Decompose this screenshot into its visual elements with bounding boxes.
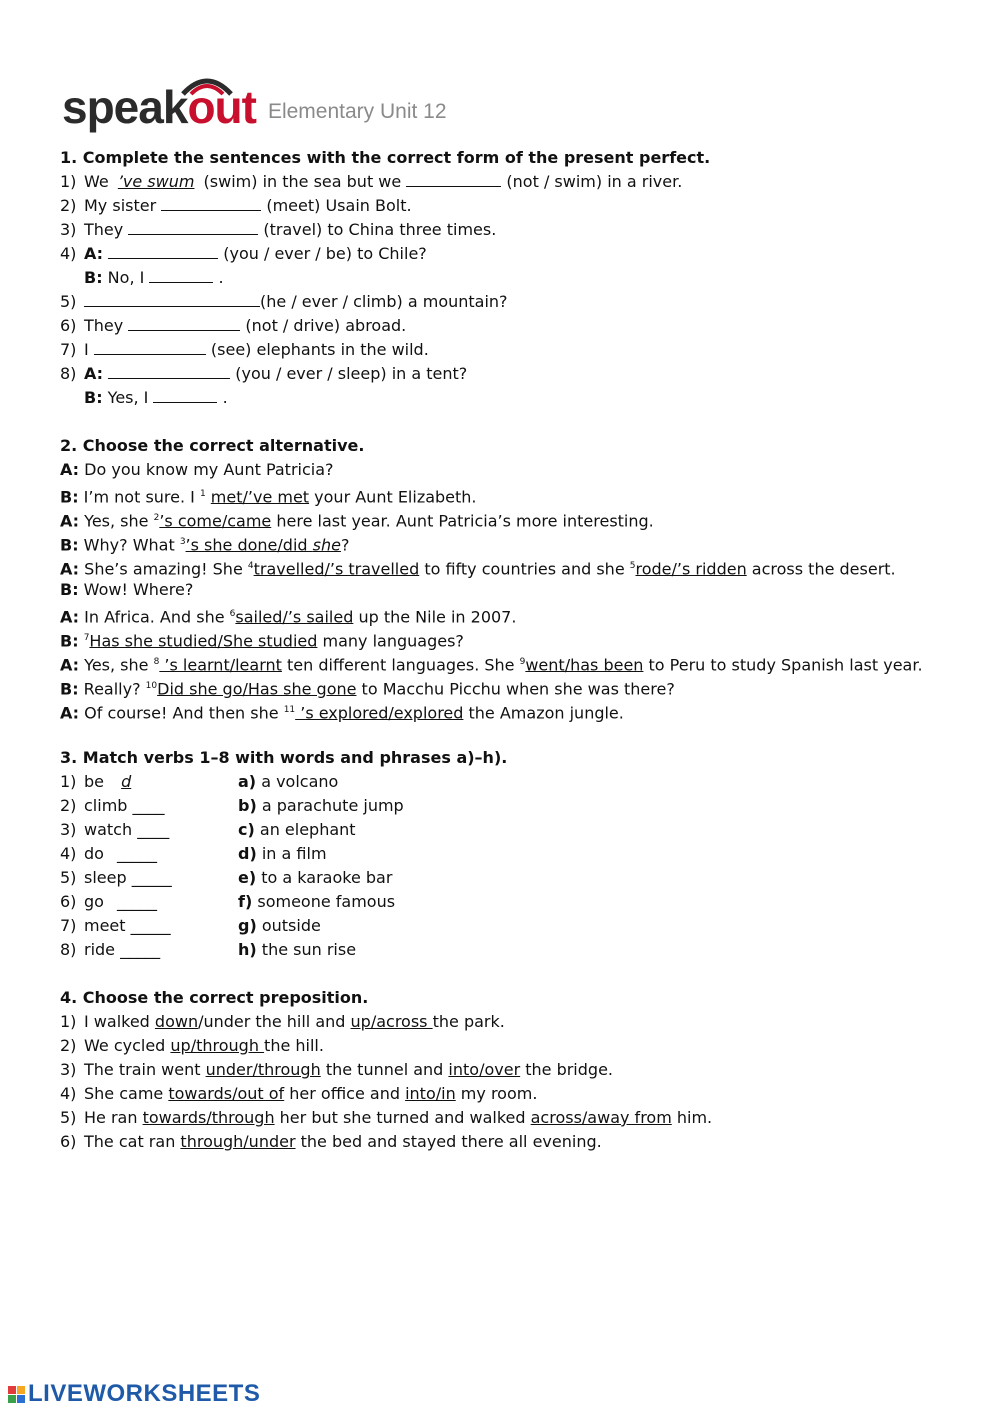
section3-title: 3. Match verbs 1–8 with words and phrases a)–h). (60, 748, 508, 767)
match-row-5: 5) sleep _____ e) to a karaoke bar (60, 868, 393, 887)
choice-option[interactable]: Did she go/Has she gone (157, 679, 357, 699)
s1-item-6: 6) They (not / drive) abroad. (60, 316, 407, 335)
s4-item-3: 3) The train went under/through the tunnel and into/over the bridge. (60, 1060, 613, 1079)
answer-example: ’ve swum (117, 172, 195, 191)
match-row-2: 2) climb ____ b) a parachute jump (60, 796, 404, 815)
match-row-4: 4) do _____ d) in a film (60, 844, 327, 863)
s2-line-10: B: Really? $^{10}$Did she go/Has she gone to Macchu Picchu when she was there? (60, 679, 675, 699)
choice-option[interactable]: into/in (405, 1084, 456, 1103)
s1-item-1: 1) We ’ve swum (swim) in the sea but we (not / swim) in a river. (60, 172, 683, 191)
match-row-1: 1) be d a) a volcano (60, 772, 339, 791)
page-subtitle: Elementary Unit 12 (267, 100, 447, 123)
s4-item-1: 1) I walked down/under the hill and up/across the park. (60, 1012, 505, 1031)
choice-option[interactable]: ’s come/came (159, 511, 272, 531)
s2-line-4: B: Why? What $^3$’s she done/did she? (60, 535, 350, 555)
section4-title: 4. Choose the correct preposition. (60, 988, 369, 1007)
s1-item-8b: B: Yes, I . (84, 388, 228, 407)
answer-blank[interactable]: _____ (130, 916, 171, 935)
section2-title: 2. Choose the correct alternative. (60, 436, 365, 455)
brand-text: LIVEWORKSHEETS (28, 1380, 261, 1407)
match-row-6: 6) go _____ f) someone famous (60, 892, 396, 911)
answer-blank[interactable] (94, 338, 206, 355)
s2-line-9: A: Yes, she $^8$ ’s learnt/learnt ten different languages. She $^9$went/has been to Peru to study Spanish last year. (60, 655, 923, 675)
s1-item-2: 2) My sister (meet) Usain Bolt. (60, 196, 412, 215)
s2-line-7: A: In Africa. And she $^6$sailed/’s sailed up the Nile in 2007. (60, 607, 517, 627)
s4-item-4: 4) She came towards/out of her office and into/in my room. (60, 1084, 538, 1103)
choice-option[interactable]: up/across (350, 1012, 433, 1031)
choice-option[interactable]: ’s learnt/learnt (159, 655, 282, 675)
speakout-logo (62, 81, 256, 133)
answer-blank[interactable]: _____ (117, 844, 158, 863)
s1-item-7: 7) I (see) elephants in the wild. (60, 340, 429, 359)
s4-item-5: 5) He ran towards/through her but she turned and walked across/away from him. (60, 1108, 713, 1127)
choice-option[interactable]: travelled/’s travelled (253, 559, 420, 579)
s2-line-1: A: Do you know my Aunt Patricia? (60, 460, 334, 479)
s1-item-3: 3) They (travel) to China three times. (60, 220, 497, 239)
s2-line-11: A: Of course! And then she $^{11}$ ’s explored/explored the Amazon jungle. (60, 703, 624, 723)
choice-option[interactable]: under/through (205, 1060, 321, 1079)
s2-line-5: A: She’s amazing! She $^4$travelled/’s travelled to fifty countries and she $^5$rode/’s ridden across the desert. (60, 559, 896, 579)
s2-line-8: B: $^7$Has she studied/She studied many languages? (60, 631, 464, 651)
choice-option[interactable]: through/under (180, 1132, 296, 1151)
choice-option[interactable]: towards/through (142, 1108, 275, 1127)
s1-item-4b: B: No, I . (84, 268, 224, 287)
choice-option[interactable]: Has she studied/She studied (89, 631, 318, 651)
answer-blank[interactable]: _____ (131, 868, 172, 887)
choice-option[interactable]: down (154, 1012, 199, 1031)
answer-blank[interactable] (153, 386, 217, 403)
match-row-3: 3) watch ____ c) an elephant (60, 820, 356, 839)
s1-item-5: 5) (he / ever / climb) a mountain? (60, 292, 508, 311)
answer-blank[interactable] (128, 218, 258, 235)
choice-option[interactable]: sailed/’s sailed (235, 607, 354, 627)
worksheet (60, 146, 960, 1154)
choice-option[interactable]: went/has been (525, 655, 644, 675)
answer-blank[interactable]: _____ (117, 892, 158, 911)
answer-example: d (121, 772, 132, 791)
s1-item-8: 8) A: (you / ever / sleep) in a tent? (60, 364, 468, 383)
s2-line-6: B: Wow! Where? (60, 580, 194, 599)
choice-option[interactable]: ’s explored/explored (295, 703, 464, 723)
choice-option[interactable]: ’s she done/did (185, 535, 313, 555)
answer-blank[interactable] (161, 194, 261, 211)
s4-item-2: 2) We cycled up/through the hill. (60, 1036, 324, 1055)
s2-line-3: A: Yes, she $^2$’s come/came here last year. Aunt Patricia’s more interesting. (60, 511, 654, 531)
answer-blank[interactable]: ____ (132, 796, 165, 815)
answer-blank[interactable]: ____ (137, 820, 170, 839)
s1-item-4: 4) A: (you / ever / be) to Chile? (60, 244, 427, 263)
choice-option[interactable]: across/away from (530, 1108, 672, 1127)
answer-blank[interactable] (128, 314, 240, 331)
header (62, 60, 447, 133)
answer-blank[interactable] (108, 242, 218, 259)
s4-item-6: 6) The cat ran through/under the bed and stayed there all evening. (60, 1132, 602, 1151)
match-row-7: 7) meet _____ g) outside (60, 916, 321, 935)
choice-option[interactable]: up/through (170, 1036, 265, 1055)
answer-blank[interactable] (406, 170, 501, 187)
section1-title: 1. Complete the sentences with the correct form of the present perfect. (60, 148, 711, 167)
choice-option[interactable]: rode/’s ridden (635, 559, 747, 579)
signal-arc-icon (177, 74, 237, 96)
answer-blank[interactable]: _____ (120, 940, 161, 959)
choice-option[interactable]: met/’ve met (210, 487, 310, 507)
liveworksheets-icon (8, 1386, 25, 1403)
answer-blank[interactable] (84, 290, 260, 307)
answer-blank[interactable] (149, 266, 213, 283)
choice-option[interactable]: towards/out of (168, 1084, 285, 1103)
answer-blank[interactable] (108, 362, 230, 379)
s2-line-2: B: I’m not sure. I $^1$ met/’ve met your Aunt Elizabeth. (60, 487, 477, 507)
choice-option[interactable]: into/over (448, 1060, 521, 1079)
liveworksheets-logo (8, 1380, 260, 1408)
logo-text: speakout (62, 81, 256, 133)
match-row-8: 8) ride _____ h) the sun rise (60, 940, 357, 959)
